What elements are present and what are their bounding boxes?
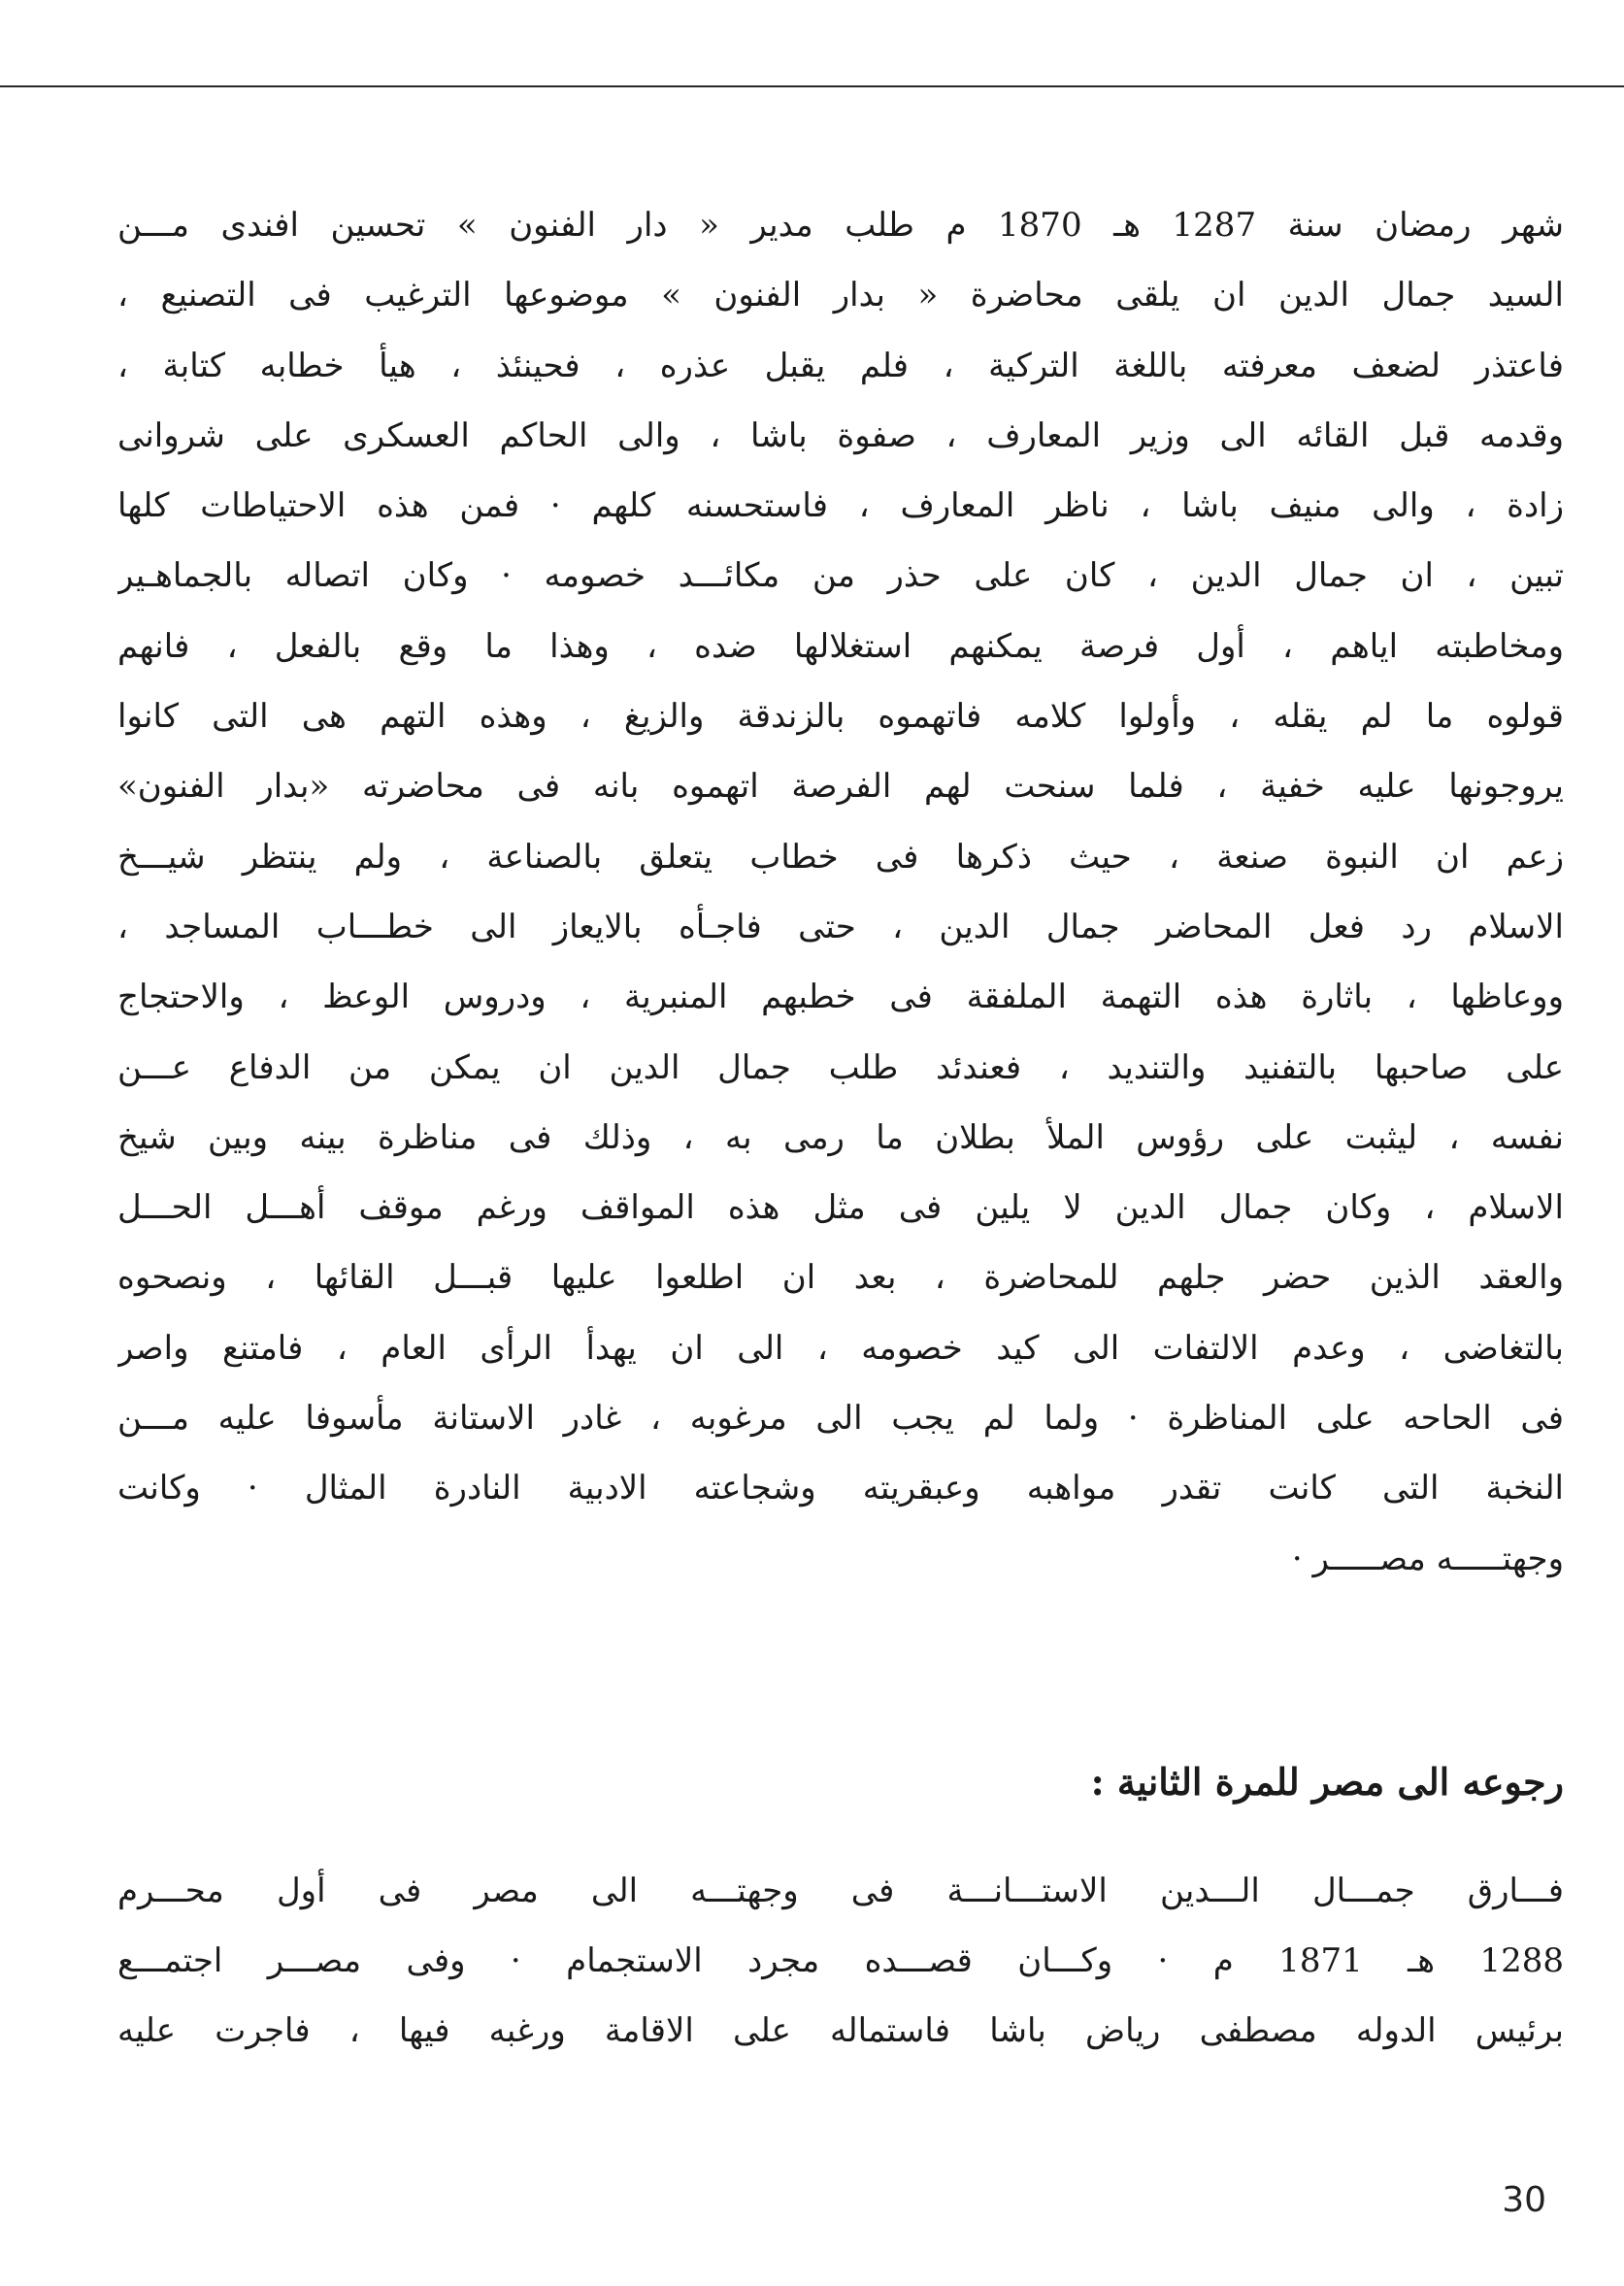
text-line: فى الحاحه على المناظرة · ولما لم يجب الى مرغوبه ، غادر الاستانة مأسوفا عليه مـــن [117, 1399, 1564, 1439]
text-line: الاسلام رد فعل المحاضر جمال الدين ، حتى فاجـأه بالايعاز الى خطـــاب المساجد ، [117, 907, 1564, 946]
text-line: بالتغاضى ، وعدم الالتفات الى كيد خصومه ، الى ان يهدأ الرأى العام ، فامتنع واصر [117, 1328, 1564, 1368]
text-line: والعقد الذين حضر جلهم للمحاضرة ، بعد ان اطلعوا عليها قبـــل القائها ، ونصحوه [117, 1258, 1564, 1298]
text-line: فـــارق جمـــال الـــدين الاستـــانـــة فى وجهتـــه الى مصر فى أول محـــرم [117, 1872, 1564, 1910]
text-line: على صاحبها بالتفنيد والتنديد ، فعندئد طلب جمال الدين ان يمكن من الدفاع عـــن [117, 1047, 1564, 1087]
text-line: الاسلام ، وكان جمال الدين لا يلين فى مثل هذه المواقف ورغم موقف أهـــل الحـــل [117, 1188, 1564, 1228]
text-line: قولوه ما لم يقله ، وأولوا كلامه فاتهموه بالزندقة والزيغ ، وهذه التهم هى التى كانوا [117, 697, 1564, 737]
text-line: يروجونها عليه خفية ، فلما سنحت لهم الفرصة اتهموه بانه فى محاضرته «بدار الفنون» [117, 767, 1564, 807]
text-line: 1288 هـ 1871 م · وكـــان قصـــده مجرد الاستجمام · وفى مصـــر اجتمـــع [117, 1941, 1564, 1980]
text-line: السيد جمال الدين ان يلقى محاضرة « بدار الفنون » موضوعها الترغيب فى التصنيع ، [117, 276, 1564, 315]
text-line: برئيس الدوله مصطفى رياض باشا فاستماله على الاقامة ورغبه فيها ، فاجرت عليه [117, 2011, 1564, 2050]
text-line: وقدمه قبل القائه الى وزير المعارف ، صفوة باشا ، والى الحاكم العسكرى على شروانى [117, 415, 1564, 455]
paragraph-2 [117, 1856, 1564, 2066]
text-line: ووعاظها ، باثارة هذه التهمة الملفقة فى خطبهم المنبرية ، ودروس الوعظ ، والاحتجاج [117, 977, 1564, 1017]
text-line: ومخاطبته اياهم ، أول فرصة يمكنهم استغلالها ضده ، وهذا ما وقع بالفعل ، فانهم [117, 626, 1564, 666]
text-line: زعم ان النبوة صنعة ، حيث ذكرها فى خطاب يتعلق بالصناعة ، ولم ينتظر شيـــخ [117, 837, 1564, 877]
text-line: زادة ، والى منيف باشا ، ناظر المعارف ، فاستحسنه كلهم · فمن هذه الاحتياطات كلها [117, 486, 1564, 526]
text-line: فاعتذر لضعف معرفته باللغة التركية ، فلم يقبل عذره ، فحينئذ ، هيأ خطابه كتابة ، [117, 346, 1564, 385]
text-line: وجهتـــــه مصـــــر · [1291, 1539, 1564, 1578]
section-heading: رجوعه الى مصر للمرة الثانية : [1090, 1760, 1564, 1804]
top-rule [0, 85, 1624, 87]
text-line: تبين ، ان جمال الدين ، كان على حذر من مكائـــد خصومه · وكان اتصاله بالجماهـير [117, 556, 1564, 596]
text-line: النخبة التى كانت تقدر مواهبه وعبقريته وشجاعته الادبية النادرة المثال · وكانت [117, 1469, 1564, 1508]
text-line: نفسه ، ليثبت على رؤوس الملأ بطلان ما رمى به ، وذلك فى مناظرة بينه وبين شيخ [117, 1117, 1564, 1157]
page-number: 30 [1502, 2180, 1546, 2220]
text-line: شهر رمضان سنة 1287 هـ 1870 م طلب مدير « دار الفنون » تحسين افندى مـــن [117, 206, 1564, 245]
paragraph-1 [117, 190, 1564, 1594]
